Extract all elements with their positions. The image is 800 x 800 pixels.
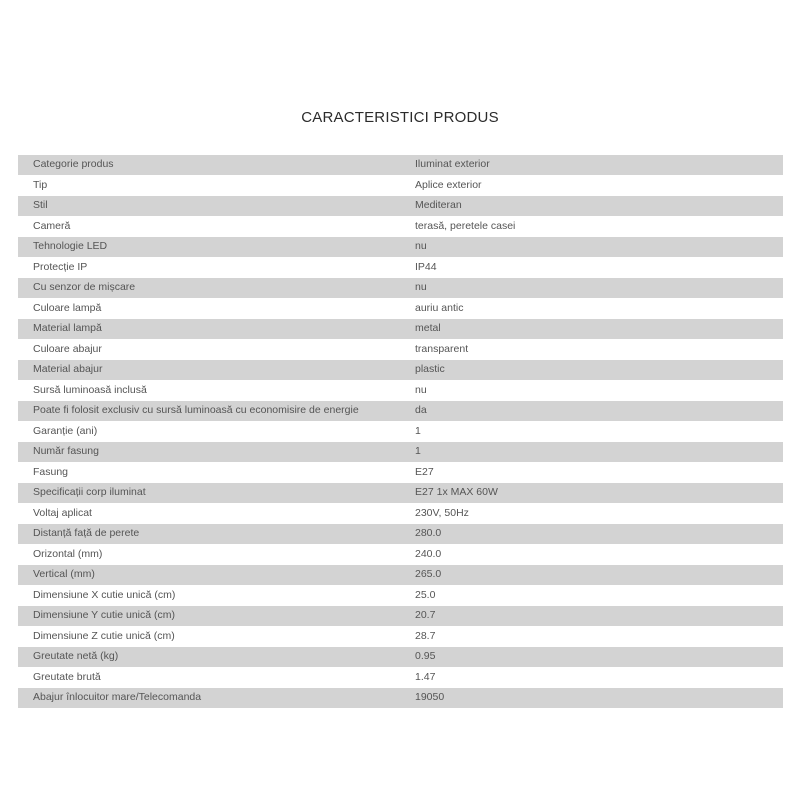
spec-value: 1: [399, 442, 783, 463]
spec-label: Voltaj aplicat: [18, 503, 399, 524]
spec-value: 0.95: [399, 647, 783, 668]
spec-label: Sursă luminoasă inclusă: [18, 380, 399, 401]
spec-label: Categorie produs: [18, 155, 399, 175]
table-row: [18, 278, 783, 299]
spec-label: Dimensiune Z cutie unică (cm): [18, 626, 399, 647]
spec-label: Protecție IP: [18, 257, 399, 278]
table-row: [18, 155, 783, 175]
spec-label: Cu senzor de mișcare: [18, 278, 399, 299]
table-row: [18, 196, 783, 217]
spec-value: 19050: [399, 688, 783, 709]
spec-label: Cameră: [18, 216, 399, 237]
spec-label: Specificații corp iluminat: [18, 483, 399, 504]
spec-value: E27 1x MAX 60W: [399, 483, 783, 504]
spec-value: nu: [399, 380, 783, 401]
spec-value: 230V, 50Hz: [399, 503, 783, 524]
spec-value: Mediteran: [399, 196, 783, 217]
page-title: CARACTERISTICI PRODUS: [301, 109, 499, 126]
table-row: [18, 216, 783, 237]
spec-value: transparent: [399, 339, 783, 360]
table-row: [18, 483, 783, 504]
spec-label: Greutate brută: [18, 667, 399, 688]
table-row: [18, 319, 783, 340]
spec-value: 28.7: [399, 626, 783, 647]
table-row: [18, 421, 783, 442]
spec-label: Material lampă: [18, 319, 399, 340]
spec-label: Tehnologie LED: [18, 237, 399, 258]
spec-value: Iluminat exterior: [399, 155, 783, 175]
spec-value: da: [399, 401, 783, 422]
table-row: [18, 360, 783, 381]
spec-label: Material abajur: [18, 360, 399, 381]
spec-value: IP44: [399, 257, 783, 278]
specs-table-body: [18, 155, 783, 708]
spec-value: terasă, peretele casei: [399, 216, 783, 237]
spec-label: Orizontal (mm): [18, 544, 399, 565]
spec-label: Distanță față de perete: [18, 524, 399, 545]
spec-label: Dimensiune Y cutie unică (cm): [18, 606, 399, 627]
spec-value: 240.0: [399, 544, 783, 565]
spec-value: metal: [399, 319, 783, 340]
spec-value: nu: [399, 278, 783, 299]
table-row: [18, 237, 783, 258]
spec-label: Culoare abajur: [18, 339, 399, 360]
spec-label: Tip: [18, 175, 399, 196]
table-row: [18, 524, 783, 545]
spec-label: Vertical (mm): [18, 565, 399, 586]
table-row: [18, 339, 783, 360]
table-row: [18, 544, 783, 565]
table-row: [18, 565, 783, 586]
spec-value: 280.0: [399, 524, 783, 545]
table-row: [18, 585, 783, 606]
table-row: [18, 442, 783, 463]
specs-table: [18, 155, 783, 709]
spec-value: plastic: [399, 360, 783, 381]
spec-label: Fasung: [18, 462, 399, 483]
spec-label: Culoare lampă: [18, 298, 399, 319]
spec-label: Abajur înlocuitor mare/Telecomanda: [18, 688, 399, 709]
table-row: [18, 667, 783, 688]
spec-value: 20.7: [399, 606, 783, 627]
spec-value: 1: [399, 421, 783, 442]
table-row: [18, 606, 783, 627]
spec-value: 1.47: [399, 667, 783, 688]
table-row: [18, 626, 783, 647]
table-row: [18, 647, 783, 668]
spec-value: Aplice exterior: [399, 175, 783, 196]
table-row: [18, 257, 783, 278]
spec-value: 25.0: [399, 585, 783, 606]
spec-value: nu: [399, 237, 783, 258]
spec-label: Stil: [18, 196, 399, 217]
table-row: [18, 401, 783, 422]
spec-value: 265.0: [399, 565, 783, 586]
spec-value: E27: [399, 462, 783, 483]
table-row: [18, 380, 783, 401]
spec-label: Poate fi folosit exclusiv cu sursă luminoasă cu economisire de energie: [18, 401, 399, 422]
spec-label: Garanție (ani): [18, 421, 399, 442]
table-row: [18, 688, 783, 709]
spec-label: Dimensiune X cutie unică (cm): [18, 585, 399, 606]
spec-value: auriu antic: [399, 298, 783, 319]
table-row: [18, 462, 783, 483]
table-row: [18, 175, 783, 196]
spec-label: Număr fasung: [18, 442, 399, 463]
table-row: [18, 503, 783, 524]
table-row: [18, 298, 783, 319]
spec-label: Greutate netă (kg): [18, 647, 399, 668]
